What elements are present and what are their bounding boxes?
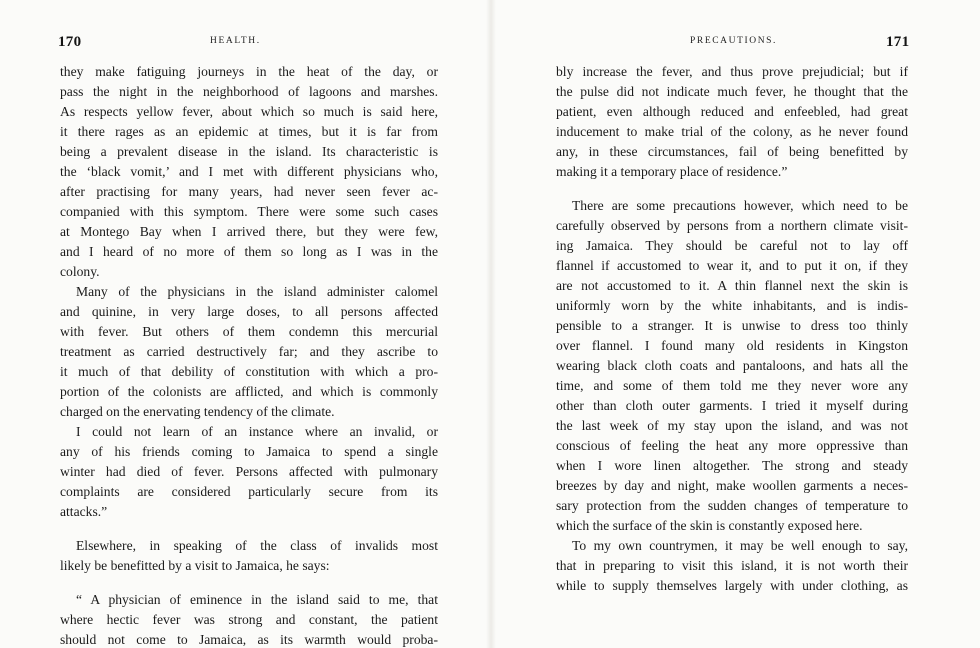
text-line: portion of the colonists are afflicted, and which is commonly [60,384,438,399]
text-line: wearing black cloth coats and pantaloons, and hats all the [556,358,908,373]
text-line: any of his friends coming to Jamaica to spend a single [60,444,438,459]
text-line: carefully observed by persons from a northern climate visit- [556,218,908,233]
text-line: companied with this symptom. There were some such cases [60,204,438,219]
text-line: uniformly worn by the white inhabitants, and is indis- [556,298,908,313]
left-page-text [60,62,438,648]
text-line: should not come to Jamaica, as its warmth would proba- [60,632,438,647]
text-line: the ‘black vomit,’ and I met with different physicians who, [60,164,438,179]
text-line: they make fatiguing journeys in the heat of the day, or [60,64,438,79]
text-line: it there rages as an epidemic at times, but it is far from [60,124,438,139]
right-page [496,0,980,648]
text-line: with fever. But others of them condemn this mercurial [60,324,438,339]
left-page-number: 170 [58,34,82,50]
text-line: colony. [60,264,100,279]
text-line: are not accustomed to it. A thin flannel next the skin is [556,278,908,293]
text-line: after practising for many years, had never seen fever ac- [60,184,438,199]
text-line: “ A physician of eminence in the island said to me, that [76,592,438,607]
text-line: any, in these circumstances, fail of being benefitted by [556,144,908,159]
text-line: while to supply themselves largely with under clothing, as [556,578,908,593]
text-line: flannel if accustomed to wear it, and to put it on, if they [556,258,908,273]
text-line: making it a temporary place of residence.” [556,164,788,179]
text-line: charged on the enervating tendency of the climate. [60,404,335,419]
text-line: attacks.” [60,504,108,519]
text-line: sary protection from the sudden changes of temperature to [556,498,908,513]
left-page-header [0,32,486,52]
right-page-header [496,32,980,52]
text-line: patient, even although reduced and enfeebled, had great [556,104,908,119]
text-line: the pulse did not indicate much fever, he thought that the [556,84,908,99]
text-line: pensible to a stranger. It is unwise to dress too thinly [556,318,908,333]
text-line: and I heard of no more of them so long as I was in the [60,244,438,259]
text-line: winter had died of fever. Persons affected with pulmonary [60,464,438,479]
text-line: Many of the physicians in the island administer calomel [76,284,438,299]
text-line: breezes by day and night, make woollen garments a neces- [556,478,908,493]
text-line: and quinine, in very large doses, to all persons affected [60,304,438,319]
right-page-number: 171 [886,34,910,50]
text-line: which the surface of the skin is constantly exposed here. [556,518,863,533]
text-line: when I wore linen altogether. The strong and steady [556,458,908,473]
text-line: ing Jamaica. They should be careful not to lay off [556,238,908,253]
text-line: where hectic fever was strong and constant, the patient [60,612,438,627]
text-line: Elsewhere, in speaking of the class of invalids most [76,538,438,553]
text-line: being a prevalent disease in the island. Its characteristic is [60,144,438,159]
left-page [0,0,486,648]
text-line: There are some precautions however, which need to be [572,198,908,213]
right-page-text [556,62,908,596]
text-line: over flannel. I found many old residents in Kingston [556,338,908,353]
text-line: likely be benefitted by a visit to Jamaica, he says: [60,558,330,573]
text-line: As respects yellow fever, about which so much is said here, [60,104,438,119]
text-line: bly increase the fever, and thus prove prejudicial; but if [556,64,908,79]
text-line: I could not learn of an instance where an invalid, or [76,424,438,439]
text-line: conscious of feeling the heat any more oppressive than [556,438,908,453]
text-line: treatment as carried destructively far; and they ascribe to [60,344,438,359]
right-running-head: PRECAUTIONS. [690,36,778,46]
text-line: at Montego Bay when I arrived there, but they were few, [60,224,438,239]
text-line: time, and some of them told me they never wore any [556,378,908,393]
text-line: that in preparing to visit this island, it is not worth their [556,558,908,573]
text-line: other than cloth outer garments. I tried it myself during [556,398,908,413]
left-running-head: HEALTH. [210,36,261,46]
text-line: the last week of my stay upon the island, and was not [556,418,908,433]
text-line: inducement to make trial of the colony, as he never found [556,124,908,139]
text-line: pass the night in the neighborhood of lagoons and marshes. [60,84,438,99]
text-line: To my own countrymen, it may be well enough to say, [572,538,908,553]
book-gutter [486,0,496,648]
text-line: it much of that debility of constitution with which a pro- [60,364,438,379]
text-line: complaints are considered particularly secure from its [60,484,438,499]
